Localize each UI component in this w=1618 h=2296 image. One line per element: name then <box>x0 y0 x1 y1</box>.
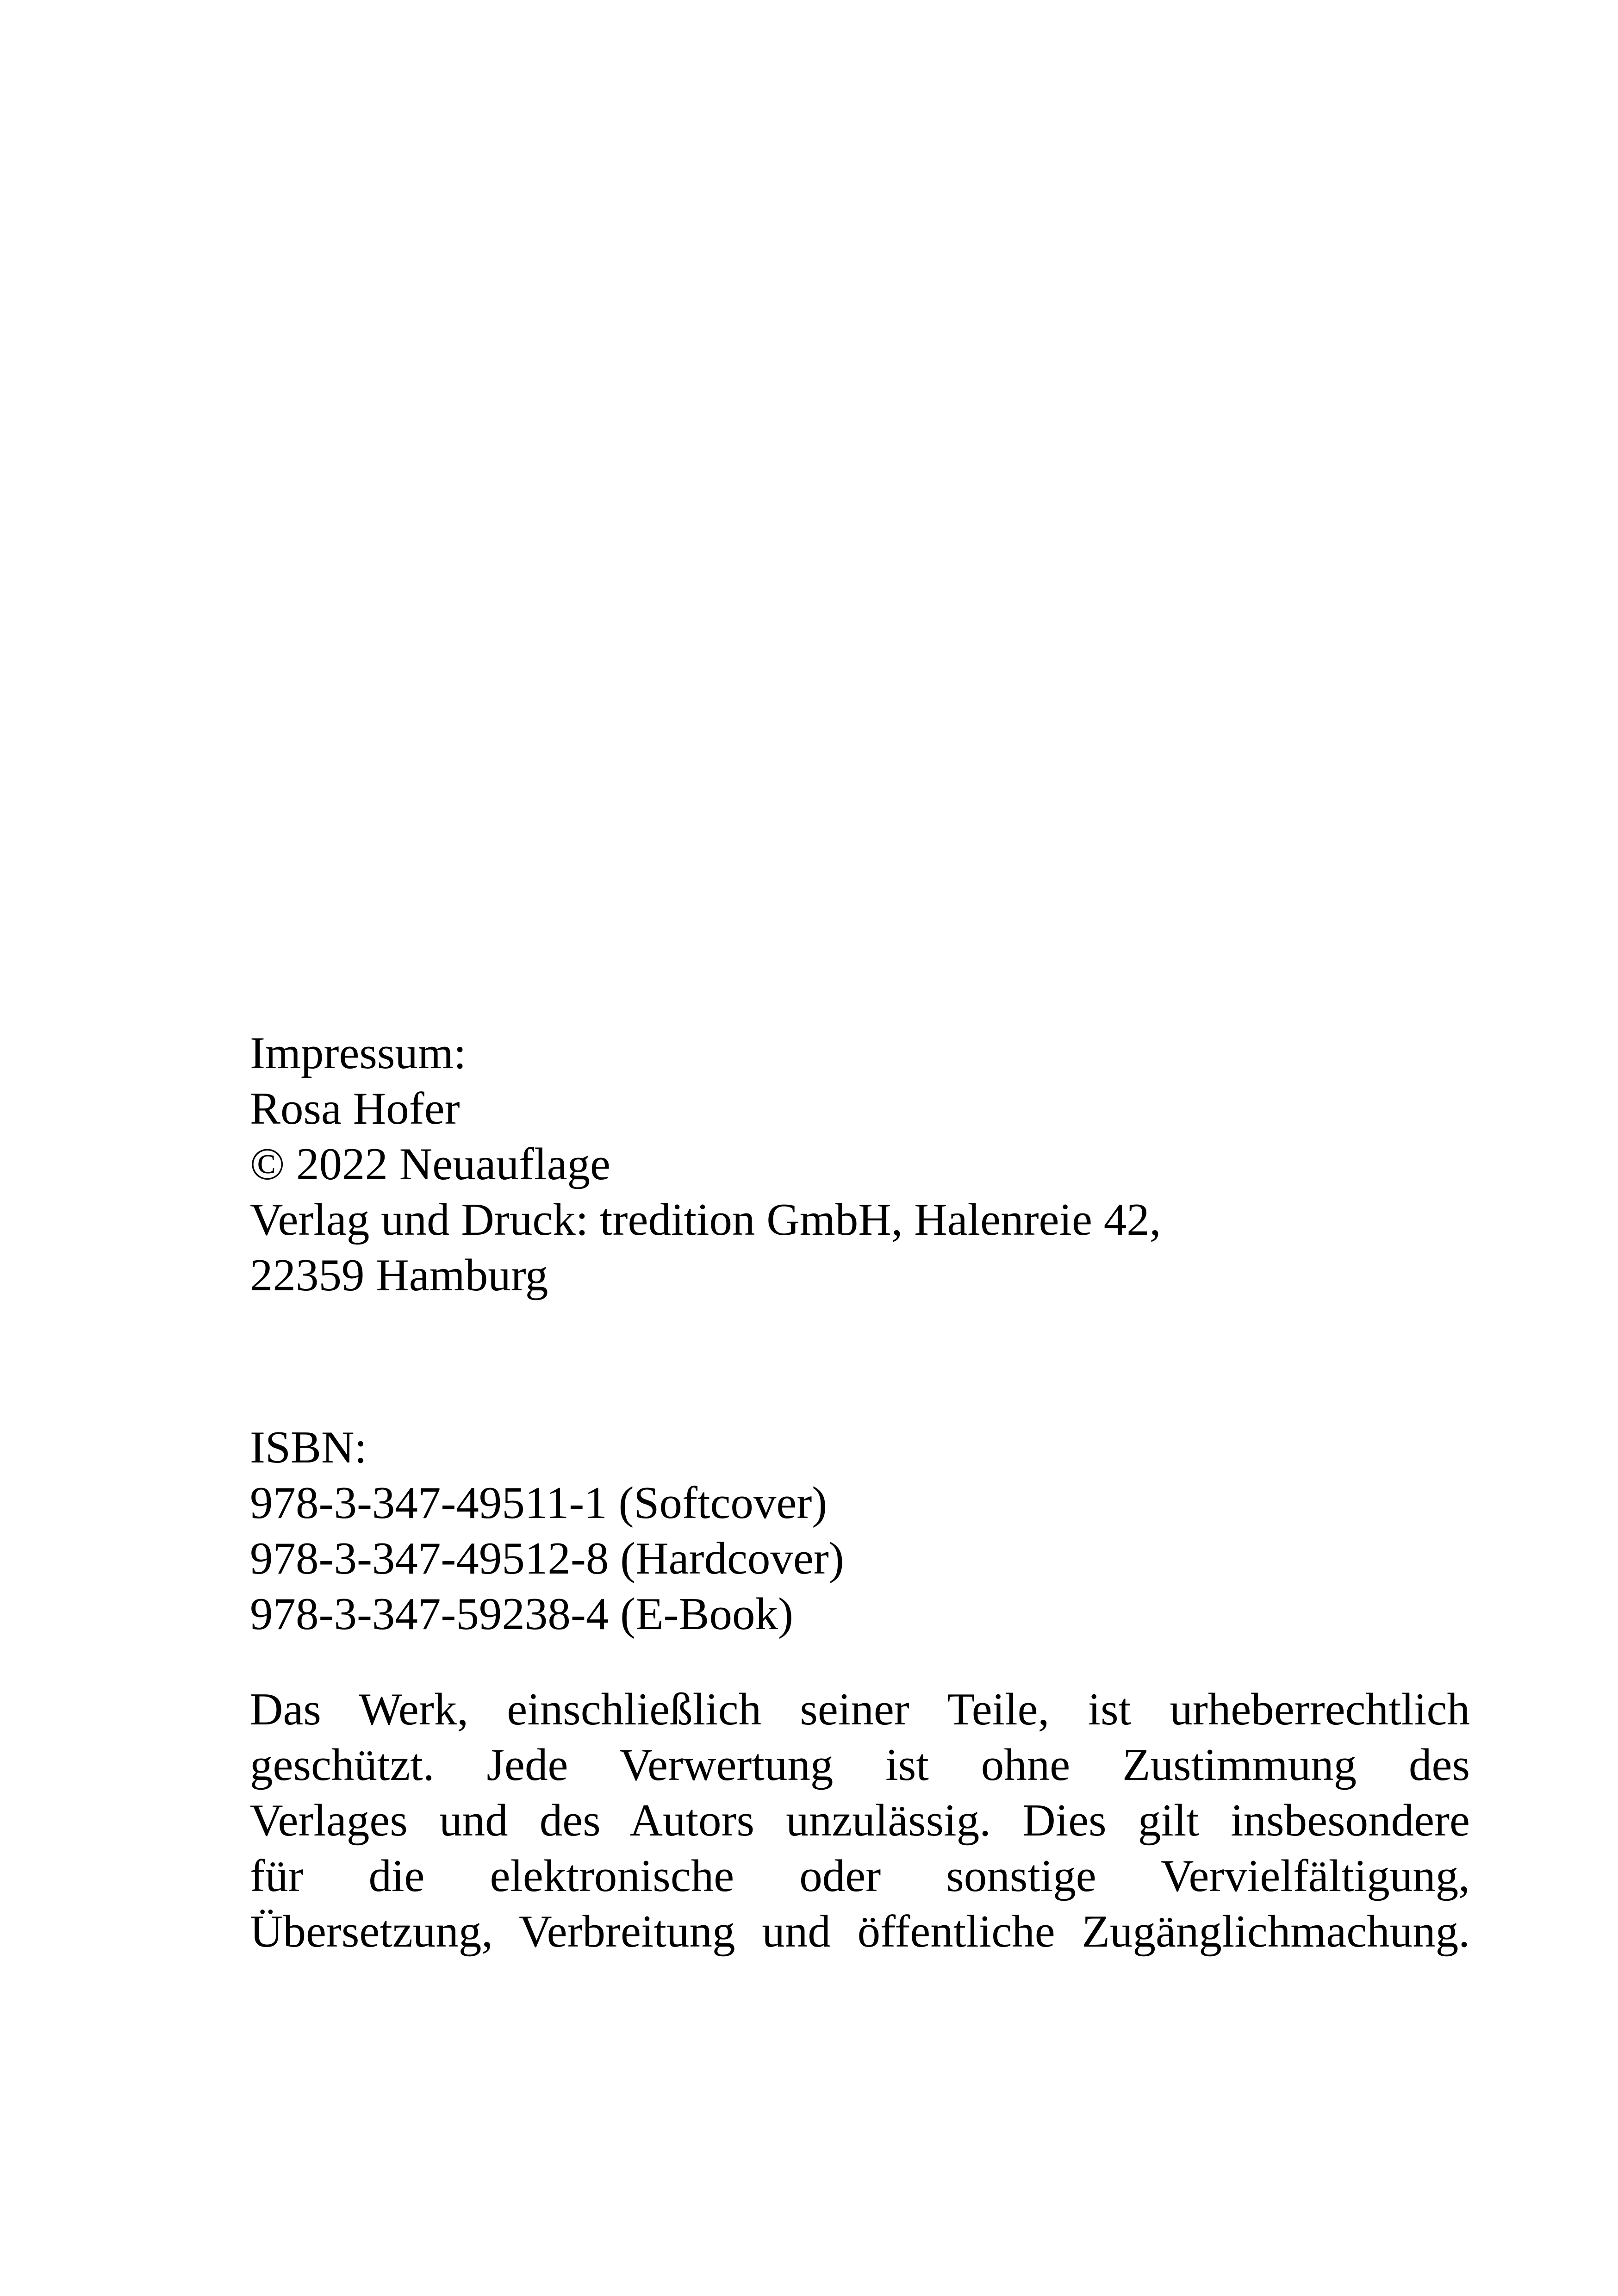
author-name: Rosa Hofer <box>250 1083 460 1134</box>
copyright-notice <box>250 1682 1470 1960</box>
isbn-heading: ISBN: <box>250 1422 367 1473</box>
isbn-block <box>250 1420 1470 1642</box>
imprint-block <box>250 1026 1470 1303</box>
isbn-ebook: 978-3-347-59238-4 (E-Book) <box>250 1589 794 1639</box>
edition-line: © 2022 Neuauflage <box>250 1139 610 1189</box>
copyright-notice-line: für die elektronische oder sonstige Vervielfältigung, <box>250 1851 1470 1901</box>
copyright-notice-line: geschützt. Jede Verwertung ist ohne Zustimmung des <box>250 1740 1470 1790</box>
publisher-line: Verlag und Druck: tredition GmbH, Halenreie 42, <box>250 1195 1161 1245</box>
copyright-notice-line: Übersetzung, Verbreitung und öffentliche Zugänglichmachung. <box>250 1906 1470 1957</box>
isbn-hardcover: 978-3-347-49512-8 (Hardcover) <box>250 1533 844 1584</box>
copyright-notice-line: Verlages und des Autors unzulässig. Dies gilt insbesondere <box>250 1795 1470 1846</box>
imprint-heading: Impressum: <box>250 1028 467 1078</box>
city-line: 22359 Hamburg <box>250 1250 548 1300</box>
copyright-notice-line: Das Werk, einschließlich seiner Teile, ist urheberrechtlich <box>250 1684 1470 1735</box>
isbn-softcover: 978-3-347-49511-1 (Softcover) <box>250 1478 828 1528</box>
